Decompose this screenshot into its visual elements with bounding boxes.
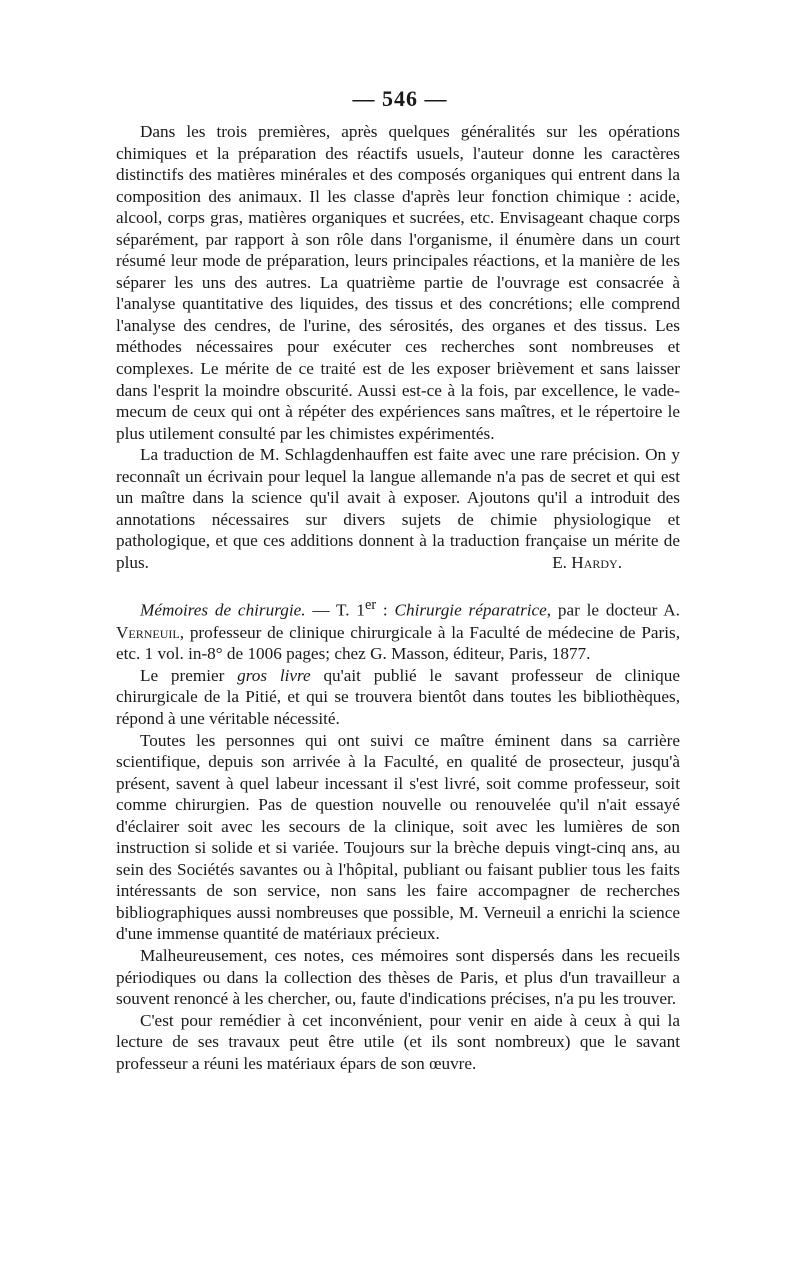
review1-paragraph-2 [116,444,680,573]
review1-paragraph-2-text: La traduction de M. Schlagdenhauffen est faite avec une rare précision. On y reconnaît un écrivain pour lequel la langue allemande n'a pas de secret et qui est un maître dans la science qu'il avait à exposer. Ajoutons qu'il a introduit des annotations nécessaires sur divers sujets de chimie physiologique et pathologique, et que ces additions donnent à la traduction française un mérite de plus. [116,445,680,572]
review2-paragraph-2: Toutes les personnes qui ont suivi ce maître éminent dans sa carrière scientifique, depuis son arrivée à la Faculté, en qualité de prosecteur, jusqu'à présent, savent à quel labeur incessant il s'est livré, soit comme professeur, soit comme chirurgien. Pas de question nouvelle ou renouvelée qu'il n'ait essayé d'éclairer soit avec les secours de la clinique, soit avec les lumières de son instruction si solide et si variée. Toujours sur la brèche depuis vingt-cinq ans, au sein des Sociétés savantes ou à l'hôpital, publiant ou faisant publier tous les faits intéressants de son service, non sans les faire accompagner de recherches bibliographiques aussi nombreuses que possible, M. Verneuil a enrichi la science d'une immense quantité de matériaux précieux. [116,730,680,944]
review-signature: E. Hardy. [552,552,622,572]
byline-pre: , par le docteur A. [546,601,680,621]
page-number: — 546 — [352,86,448,111]
volume-superscript: er [364,597,377,614]
page-body [116,121,680,1074]
review2-p1-italic: gros livre [237,665,311,685]
review1-paragraph-1: Dans les trois premières, après quelques généralités sur les opérations chimiques et la préparation des réactifs usuels, l'auteur donne les caractères distinctifs des matières minérales et des composés organiques qui entrent dans la composition des animaux. Il les classe d'après leur fonction chimique : acide, alcool, corps gras, matières organiques et sucrées, etc. Envisageant chaque corps séparément, par rapport à son rôle dans l'organisme, il énumère dans un court résumé leur mode de préparation, leurs principales réactions, et la manière de les séparer les uns des autres. La quatrième partie de l'ouvrage est consacrée à l'analyse quantitative des liquides, des tissus et des concrétions; elle comprend l'analyse des cendres, de l'urine, des sérosités, des organes et des tissus. Les méthodes nécessaires pour exécuter ces recherches sont nombreuses et complexes. Le mérite de ce traité est de les exposer brièvement et sans laisser dans l'esprit la moindre obscurité. Aussi est-ce à la fois, par excellence, le vade-mecum de ceux qui ont à répéter des expériences sans maîtres, et le répertoire le plus utilement consulté par les chimistes expérimentés. [116,122,680,443]
volume-label: — T. 1 [305,601,365,621]
review2-paragraph-1 [116,665,680,730]
book-subtitle: Chirurgie réparatrice [394,601,547,621]
review2-paragraph-3: Malheureusement, ces notes, ces mémoires sont dispersés dans les recueils périodiques ou dans la collection des thèses de Paris, et plus d'un travailleur a souvent renoncé à les chercher, ou, faute d'indications précises, n'a pu les trouver. [116,945,680,1009]
review2-paragraph-4: C'est pour remédier à cet inconvénient, pour venir en aide à ceux à qui la lecture de ses travaux peut être utile (et ils sont nombreux) que le savant professeur a réuni les matériaux épars de son œuvre. [116,1010,680,1073]
byline-post: , professeur de clinique chirurgicale à la Faculté de médecine de Paris, etc. 1 vol. in-8° de 1006 pages; chez G. Masson, éditeur, Paris, 1877. [116,622,680,664]
review2-p1-pre: Le premier [140,665,238,685]
book-title: Mémoires de chirurgie. [140,601,306,621]
review2-header: Mémoires de chirurgie. — T. 1er : Chirurgie réparatrice, par le docteur A. Verneuil, professeur de clinique chirurgicale à la Faculté de médecine de Paris, etc. 1 vol. in-8° de 1006 pages; chez G. Masson, éditeur, Paris, 1877. [116,597,680,664]
author-name: Verneuil [116,622,180,642]
review2-p1-post: qu'ait publié le savant professeur de clinique chirurgicale de la Pitié, et qui se trouvera bientôt dans toutes les bibliothèques, répond à une véritable nécessité. [116,665,680,728]
